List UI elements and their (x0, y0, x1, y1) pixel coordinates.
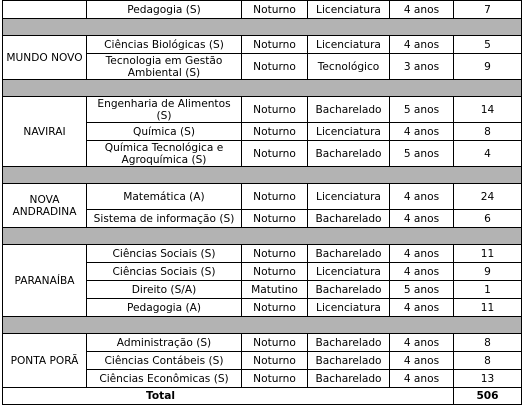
duracao-cell: 5 anos (390, 97, 454, 123)
table-row (3, 97, 522, 123)
table-row (3, 245, 522, 263)
turno-cell: Noturno (242, 263, 308, 281)
vagas-cell: 1 (454, 281, 522, 299)
courses-table (2, 0, 522, 405)
campus-cell: NOVA ANDRADINA (3, 184, 87, 228)
grau-cell: Bacharelado (308, 352, 390, 370)
curso-cell: Pedagogia (A) (87, 299, 242, 317)
turno-cell: Noturno (242, 245, 308, 263)
grau-cell: Bacharelado (308, 370, 390, 388)
curso-cell: Engenharia de Alimentos (S) (87, 97, 242, 123)
vagas-cell: 9 (454, 54, 522, 80)
turno-cell: Noturno (242, 210, 308, 228)
vagas-cell: 14 (454, 97, 522, 123)
campus-cell: PONTA PORÃ (3, 334, 87, 388)
curso-cell: Pedagogia (S) (87, 1, 242, 19)
vagas-cell: 8 (454, 352, 522, 370)
separator-cell (3, 167, 522, 184)
turno-cell: Noturno (242, 370, 308, 388)
grau-cell: Bacharelado (308, 334, 390, 352)
curso-cell: Ciências Biológicas (S) (87, 36, 242, 54)
grau-cell: Licenciatura (308, 36, 390, 54)
duracao-cell: 4 anos (390, 245, 454, 263)
duracao-cell: 4 anos (390, 352, 454, 370)
turno-cell: Noturno (242, 1, 308, 19)
separator-cell (3, 317, 522, 334)
separator-cell (3, 228, 522, 245)
curso-cell: Química (S) (87, 123, 242, 141)
turno-cell: Matutino (242, 281, 308, 299)
turno-cell: Noturno (242, 97, 308, 123)
vagas-cell: 11 (454, 299, 522, 317)
turno-cell: Noturno (242, 334, 308, 352)
table-row (3, 184, 522, 210)
separator-row (3, 19, 522, 36)
grau-cell: Licenciatura (308, 184, 390, 210)
curso-cell: Ciências Contábeis (S) (87, 352, 242, 370)
vagas-cell: 6 (454, 210, 522, 228)
duracao-cell: 5 anos (390, 281, 454, 299)
grau-cell: Licenciatura (308, 299, 390, 317)
turno-cell: Noturno (242, 299, 308, 317)
grau-cell: Tecnológico (308, 54, 390, 80)
separator-row (3, 228, 522, 245)
table-row (3, 334, 522, 352)
vagas-cell: 8 (454, 123, 522, 141)
separator-cell (3, 19, 522, 36)
curso-cell: Ciências Econômicas (S) (87, 370, 242, 388)
vagas-cell: 13 (454, 370, 522, 388)
table-row (3, 36, 522, 54)
curso-cell: Ciências Sociais (S) (87, 263, 242, 281)
total-value: 506 (454, 388, 522, 405)
curso-cell: Direito (S/A) (87, 281, 242, 299)
duracao-cell: 4 anos (390, 210, 454, 228)
duracao-cell: 4 anos (390, 334, 454, 352)
campus-cell: MUNDO NOVO (3, 36, 87, 80)
separator-row (3, 167, 522, 184)
grau-cell: Licenciatura (308, 123, 390, 141)
vagas-cell: 5 (454, 36, 522, 54)
separator-cell (3, 80, 522, 97)
duracao-cell: 4 anos (390, 263, 454, 281)
grau-cell: Bacharelado (308, 245, 390, 263)
turno-cell: Noturno (242, 184, 308, 210)
separator-row (3, 80, 522, 97)
campus-cell: NAVIRAI (3, 97, 87, 167)
total-row (3, 388, 522, 405)
duracao-cell: 4 anos (390, 1, 454, 19)
vagas-cell: 9 (454, 263, 522, 281)
courses-table-body (3, 1, 522, 405)
duracao-cell: 4 anos (390, 36, 454, 54)
turno-cell: Noturno (242, 36, 308, 54)
grau-cell: Bacharelado (308, 141, 390, 167)
curso-cell: Ciências Sociais (S) (87, 245, 242, 263)
curso-cell: Tecnologia em Gestão Ambiental (S) (87, 54, 242, 80)
total-label: Total (3, 388, 454, 405)
vagas-cell: 4 (454, 141, 522, 167)
vagas-cell: 24 (454, 184, 522, 210)
campus-cell (3, 1, 87, 19)
duracao-cell: 4 anos (390, 123, 454, 141)
duracao-cell: 4 anos (390, 299, 454, 317)
duracao-cell: 5 anos (390, 141, 454, 167)
vagas-cell: 11 (454, 245, 522, 263)
grau-cell: Licenciatura (308, 263, 390, 281)
duracao-cell: 4 anos (390, 184, 454, 210)
curso-cell: Administração (S) (87, 334, 242, 352)
separator-row (3, 317, 522, 334)
curso-cell: Sistema de informação (S) (87, 210, 242, 228)
duracao-cell: 4 anos (390, 370, 454, 388)
turno-cell: Noturno (242, 123, 308, 141)
table-row (3, 1, 522, 19)
curso-cell: Matemática (A) (87, 184, 242, 210)
vagas-cell: 8 (454, 334, 522, 352)
grau-cell: Bacharelado (308, 281, 390, 299)
duracao-cell: 3 anos (390, 54, 454, 80)
turno-cell: Noturno (242, 352, 308, 370)
turno-cell: Noturno (242, 54, 308, 80)
campus-cell: PARANAÍBA (3, 245, 87, 317)
grau-cell: Bacharelado (308, 97, 390, 123)
vagas-cell: 7 (454, 1, 522, 19)
grau-cell: Licenciatura (308, 1, 390, 19)
grau-cell: Bacharelado (308, 210, 390, 228)
curso-cell: Química Tecnológica e Agroquímica (S) (87, 141, 242, 167)
turno-cell: Noturno (242, 141, 308, 167)
